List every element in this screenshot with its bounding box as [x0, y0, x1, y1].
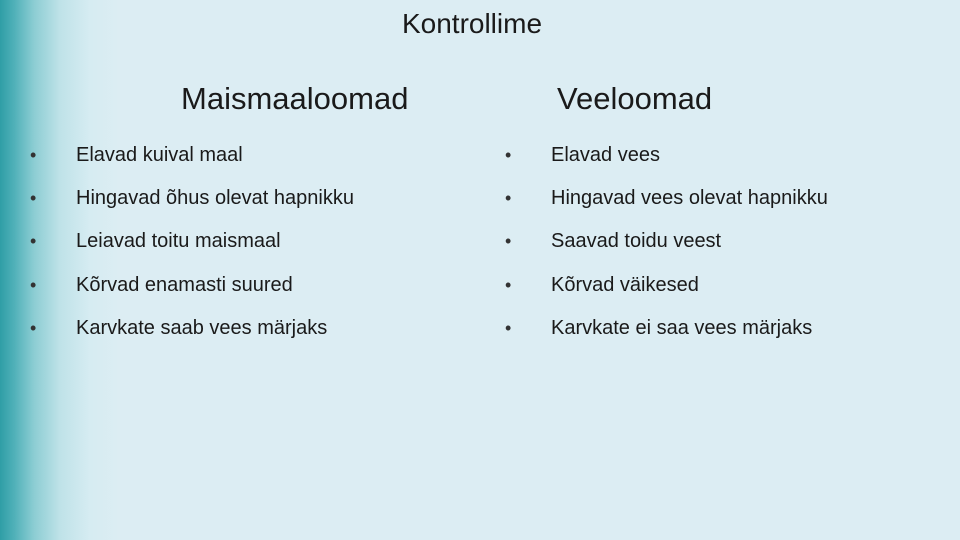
bullet-icon: •: [505, 231, 512, 252]
bullet-icon: •: [505, 317, 512, 338]
list-item-text: Elavad vees: [551, 144, 660, 166]
heading-land-animals: Maismaaloomad: [181, 81, 409, 116]
bullet-icon: •: [30, 231, 37, 252]
bullet-icon: •: [505, 274, 512, 295]
bullet-icon: •: [505, 188, 512, 209]
list-item: [505, 177, 945, 220]
list-item-text: Hingavad vees olevat hapnikku: [551, 187, 828, 210]
bullet-icon: •: [505, 145, 512, 165]
list-item-text: Karvkate saab vees märjaks: [76, 316, 328, 339]
list-item-text: Elavad kuival maal: [76, 144, 243, 166]
bullet-icon: •: [30, 188, 37, 209]
list-item: [30, 177, 470, 220]
slide-title: Kontrollime: [401, 8, 543, 39]
list-item: [505, 220, 945, 263]
list-item: [30, 134, 470, 177]
list-item: [30, 307, 470, 350]
list-item: [505, 134, 945, 177]
bullet-icon: •: [30, 317, 37, 338]
list-item-text: Leiavad toitu maismaal: [76, 230, 281, 253]
list-item-text: Karvkate ei saa vees märjaks: [551, 316, 813, 339]
list-item-text: Hingavad õhus olevat hapnikku: [76, 187, 354, 210]
list-item: [30, 220, 470, 263]
water-animals-list: [505, 134, 945, 350]
bullet-icon: •: [30, 145, 37, 165]
list-item: [30, 264, 470, 307]
heading-water-animals: Veeloomad: [557, 81, 713, 116]
land-animals-list: [30, 134, 470, 350]
bullet-icon: •: [30, 274, 37, 295]
list-item-text: Saavad toidu veest: [551, 230, 722, 253]
list-item-text: Kõrvad enamasti suured: [76, 273, 293, 296]
list-item: [505, 264, 945, 307]
list-item-text: Kõrvad väikesed: [551, 273, 699, 296]
list-item: [505, 307, 945, 350]
